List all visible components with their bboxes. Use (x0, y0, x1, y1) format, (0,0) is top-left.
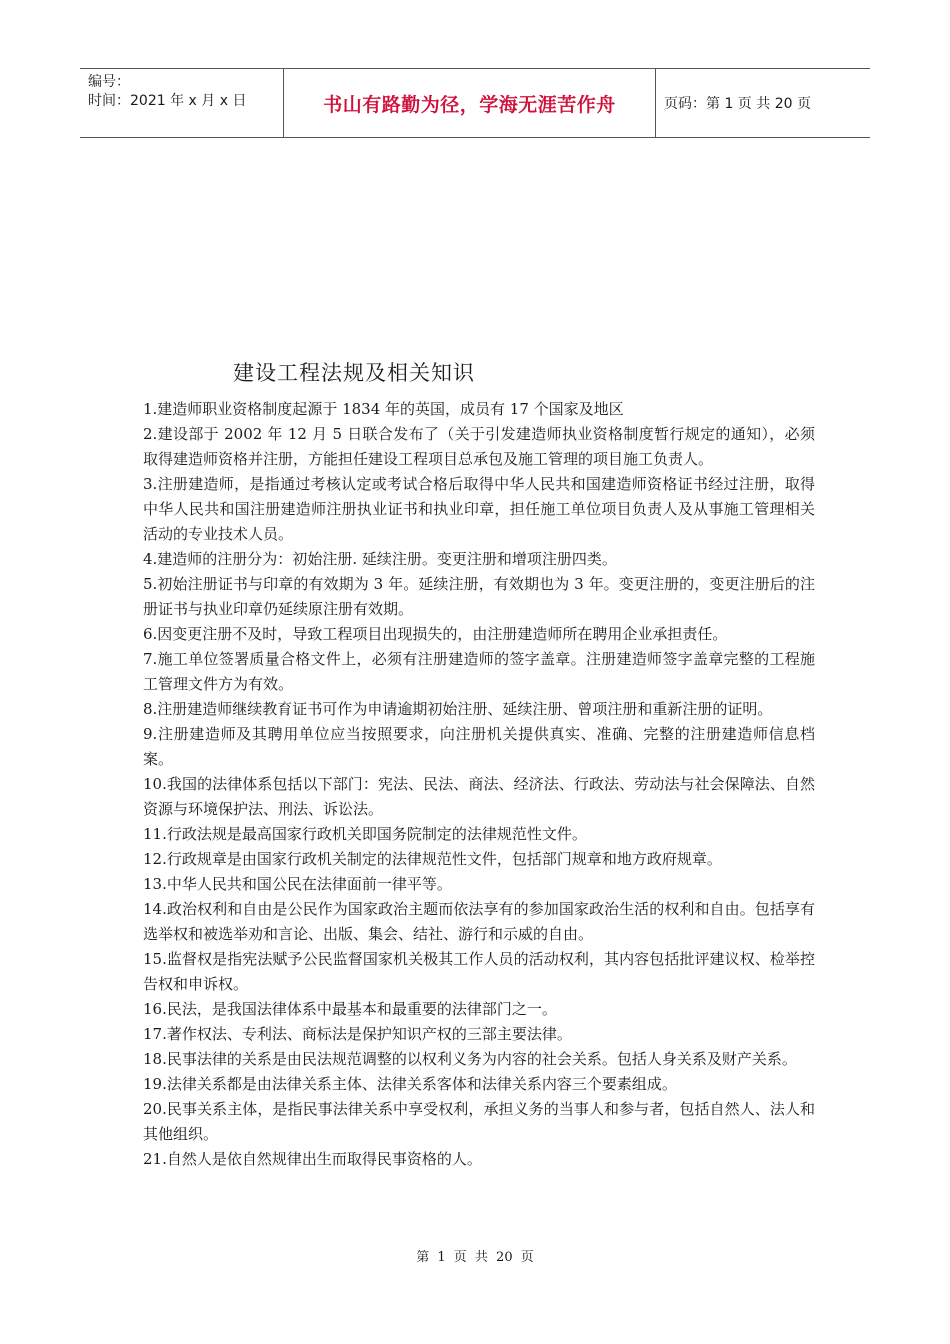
header-motto: 书山有路勤为径，学海无涯苦作舟 (323, 93, 616, 116)
paragraph: 17.著作权法、专利法、商标法是保护知识产权的三部主要法律。 (143, 1025, 572, 1043)
paragraph: 5.初始注册证书与印章的有效期为 3 年。延续注册，有效期也为 3 年。变更注册的，变更注册后的注册证书与执业印章仍延续原注册有效期。 (143, 575, 815, 618)
paragraph: 12.行政规章是由国家行政机关制定的法律规范性文件，包括部门规章和地方政府规章。 (143, 850, 722, 868)
document-body (143, 397, 815, 1172)
paragraph: 4.建造师的注册分为：初始注册. 延续注册。变更注册和增项注册四类。 (143, 550, 617, 568)
header-page-info: 页码：第 1 页 共 20 页 (664, 96, 811, 112)
header-meta (80, 69, 283, 137)
paragraph: 13.中华人民共和国公民在法律面前一律平等。 (143, 875, 452, 893)
paragraph: 9.注册建造师及其聘用单位应当按照要求，向注册机关提供真实、准确、完整的注册建造师信息档案。 (143, 725, 815, 768)
document-time-label: 时间：2021 年 x 月 x 日 (88, 93, 247, 109)
paragraph: 1.建造师职业资格制度起源于 1834 年的英国，成员有 17 个国家及地区 (143, 400, 624, 418)
paragraph: 19.法律关系都是由法律关系主体、法律关系客体和法律关系内容三个要素组成。 (143, 1075, 677, 1093)
paragraph: 6.因变更注册不及时，导致工程项目出现损失的，由注册建造师所在聘用企业承担责任。 (143, 625, 728, 643)
paragraph: 2.建设部于 2002 年 12 月 5 日联合发布了（关于引发建造师执业资格制度暂行规定的通知），必须取得建造师资格并注册，方能担任建设工程项目总承包及施工管理的项目施工负责人。 (143, 425, 815, 468)
document-title: 建设工程法规及相关知识 (233, 361, 475, 385)
paragraph: 16.民法，是我国法律体系中最基本和最重要的法律部门之一。 (143, 1000, 557, 1018)
paragraph: 20.民事关系主体，是指民事法律关系中享受权利，承担义务的当事人和参与者，包括自然人、法人和其他组织。 (143, 1100, 815, 1143)
document-header (80, 68, 870, 138)
paragraph: 10.我国的法律体系包括以下部门：宪法、民法、商法、经济法、行政法、劳动法与社会保障法、自然资源与环境保护法、刑法、诉讼法。 (143, 775, 815, 818)
paragraph: 8.注册建造师继续教育证书可作为申请逾期初始注册、延续注册、曾项注册和重新注册的证明。 (143, 700, 773, 718)
paragraph: 15.监督权是指宪法赋予公民监督国家机关极其工作人员的活动权利，其内容包括批评建议权、检举控告权和申诉权。 (143, 950, 815, 993)
header-motto-cell (283, 69, 656, 137)
page-footer: 第 1 页 共 20 页 (416, 1250, 534, 1265)
paragraph: 21.自然人是依自然规律出生而取得民事资格的人。 (143, 1150, 482, 1168)
paragraph: 14.政治权利和自由是公民作为国家政治主题而依法享有的参加国家政治生活的权利和自由。包括享有选举权和被选举劝和言论、出版、集会、结社、游行和示威的自由。 (143, 900, 815, 943)
paragraph: 11.行政法规是最高国家行政机关即国务院制定的法律规范性文件。 (143, 825, 587, 843)
paragraph: 18.民事法律的关系是由民法规范调整的以权利义务为内容的社会关系。包括人身关系及财产关系。 (143, 1050, 797, 1068)
paragraph: 3.注册建造师，是指通过考核认定或考试合格后取得中华人民共和国建造师资格证书经过注册，取得中华人民共和国注册建造师注册执业证书和执业印章，担任施工单位项目负责人及从事施工管理相关活动的专业技术人员。 (143, 475, 815, 543)
header-page-info-cell (656, 69, 811, 137)
document-number-label: 编号： (88, 74, 130, 90)
paragraph: 7.施工单位签署质量合格文件上，必须有注册建造师的签字盖章。注册建造师签字盖章完整的工程施工管理文件方为有效。 (143, 650, 815, 693)
